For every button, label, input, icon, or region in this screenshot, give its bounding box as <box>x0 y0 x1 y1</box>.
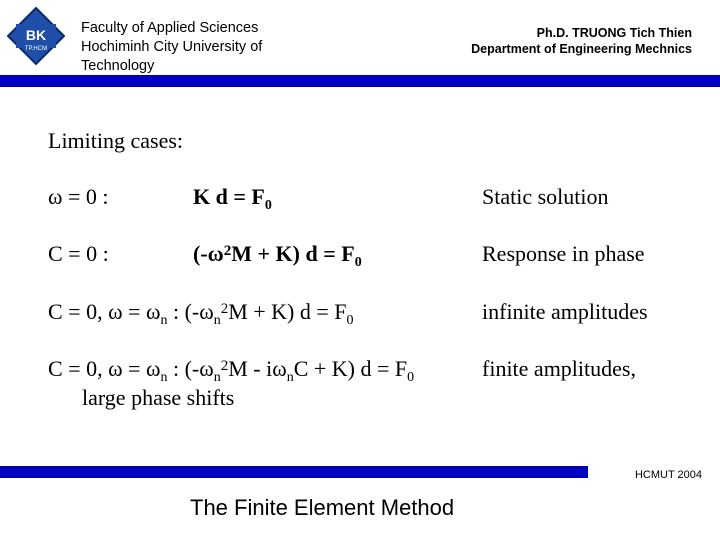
row4-continuation: large phase shifts <box>82 385 235 410</box>
row3-cond-sub1: n <box>160 313 168 328</box>
row3-result: infinite amplitudes <box>482 299 648 324</box>
footer-divider-bar <box>0 466 588 478</box>
department-name: Department of Engineering Mechnics <box>471 42 692 56</box>
slide-heading: Limiting cases: <box>48 128 184 153</box>
institution-line2: Hochiminh City University of <box>81 39 263 55</box>
row4-cond-sub3: n <box>286 370 294 385</box>
row3-cond-b: : (-ω <box>167 299 214 324</box>
row3-cond-c: M + K) d = F <box>228 299 347 324</box>
row2-result: Response in phase <box>482 241 645 266</box>
row4-cond-sub1: n <box>160 370 168 385</box>
logo-text: BK <box>25 27 47 43</box>
row4-cond-sub2: n <box>213 370 221 385</box>
row1-equation <box>193 184 272 214</box>
row3-cond-a: C = 0, ω = ω <box>48 299 161 324</box>
row3-cond-sub3: 0 <box>346 313 354 328</box>
row3-cond-sub2: n <box>213 313 221 328</box>
row4-cond-d: C + K) d = F <box>293 356 408 381</box>
row2-eq-sup: 2 <box>223 243 232 259</box>
row3-cond-sup: 2 <box>220 301 229 317</box>
row1-eq-main: K d = F <box>193 184 265 209</box>
footer-code: HCMUT 2004 <box>634 469 702 481</box>
university-logo <box>6 6 66 66</box>
row2-equation <box>193 241 362 271</box>
author-block <box>471 25 692 57</box>
row1-condition: ω = 0 : <box>48 184 109 209</box>
row2-eq-sub: 0 <box>354 255 362 270</box>
row1-eq-sub: 0 <box>264 198 272 213</box>
author-name: Ph.D. TRUONG Tich Thien <box>536 26 692 40</box>
row4-condition <box>48 356 414 386</box>
row2-eq-b: M + K) d = F <box>231 241 355 266</box>
row4-cond-sup: 2 <box>220 358 229 374</box>
row4-cond-a: C = 0, ω = ω <box>48 356 161 381</box>
row3-condition <box>48 299 354 329</box>
institution-line1: Faculty of Applied Sciences <box>81 20 259 36</box>
header-divider-bar <box>0 75 720 87</box>
logo-subtext: TP.HCM <box>24 46 48 52</box>
row1-result: Static solution <box>482 184 609 209</box>
row2-condition: C = 0 : <box>48 241 109 266</box>
row4-cond-c: M - iω <box>228 356 287 381</box>
row4-result: finite amplitudes, <box>482 356 636 381</box>
row4-cond-b: : (-ω <box>167 356 214 381</box>
row4-cond-sub4: 0 <box>407 370 415 385</box>
institution-block <box>81 19 341 76</box>
footer-title: The Finite Element Method <box>190 495 455 520</box>
institution-line3: Technology <box>81 58 155 74</box>
row2-eq-a: (-ω <box>193 241 224 266</box>
